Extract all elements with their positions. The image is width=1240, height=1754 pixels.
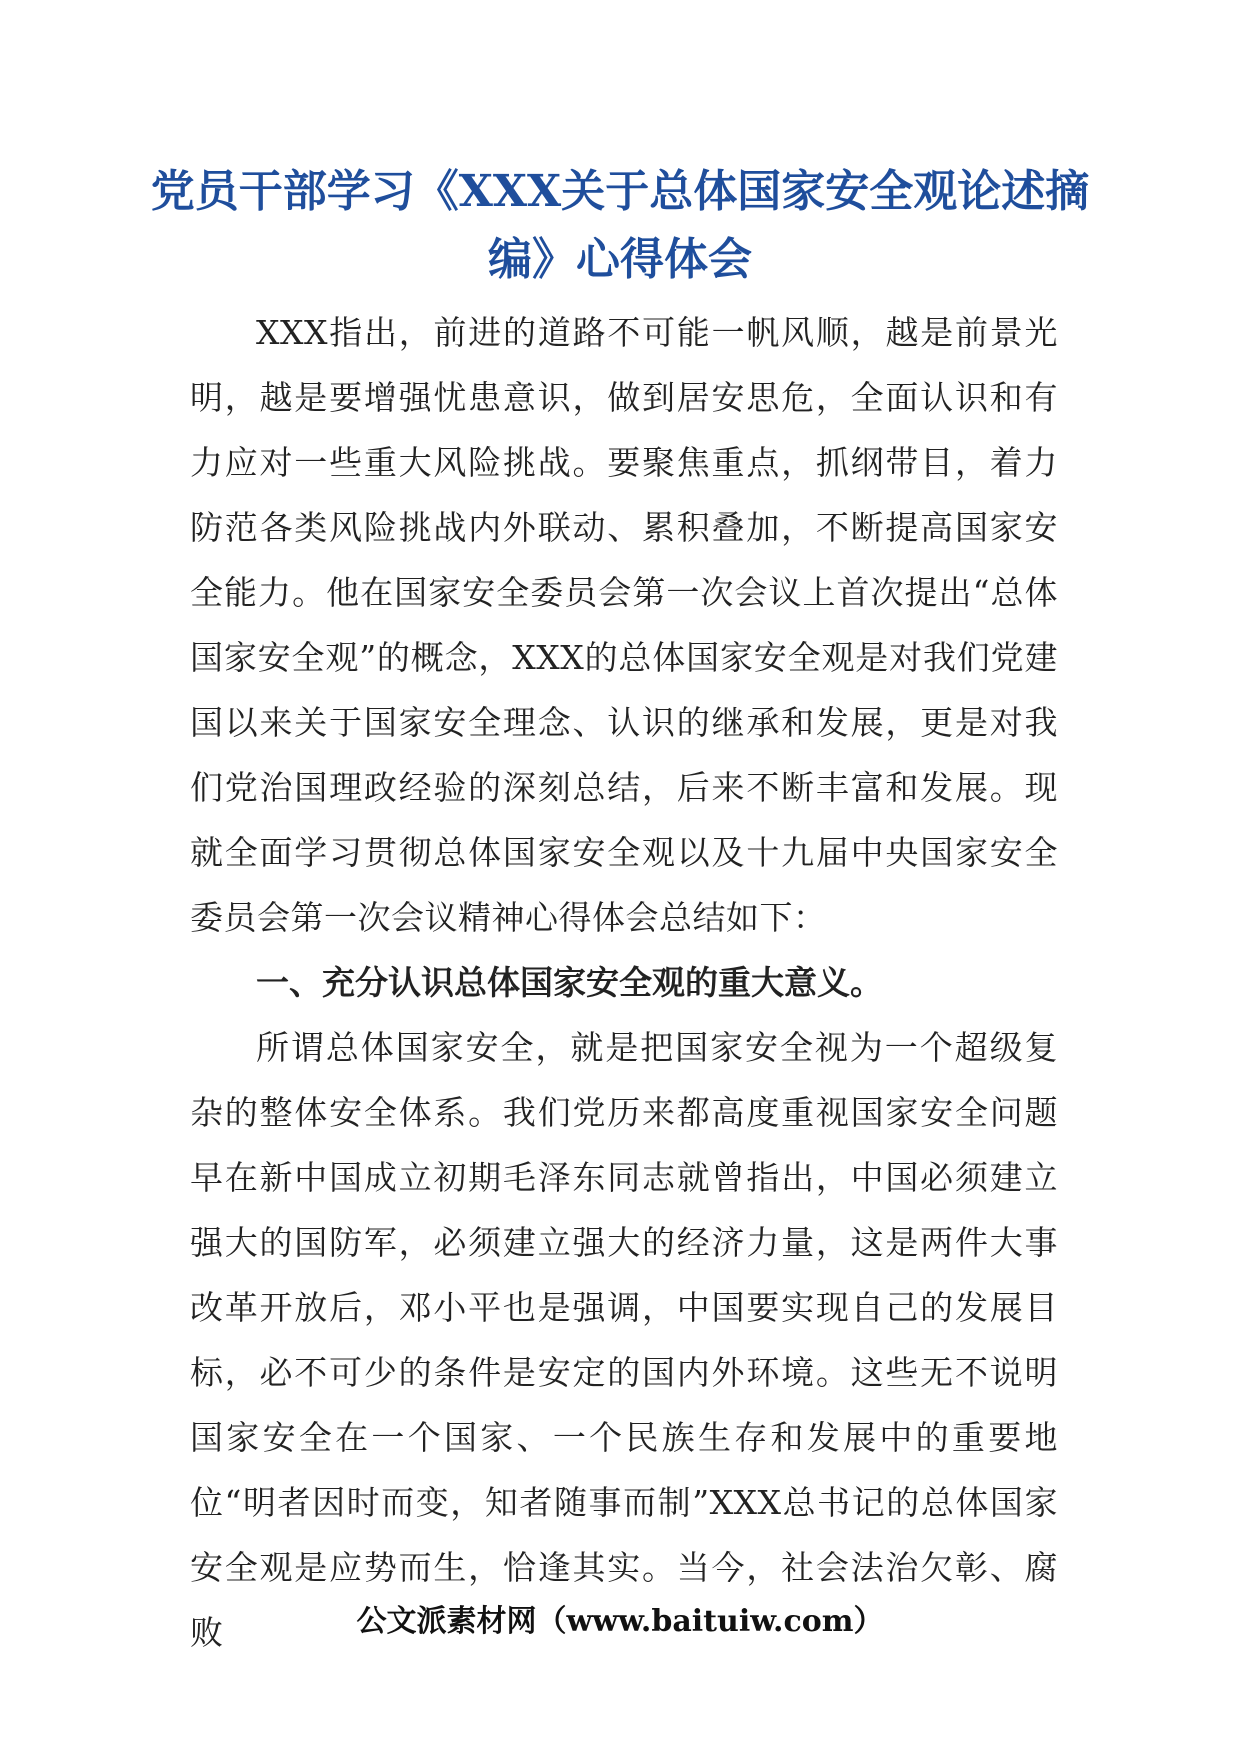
document-body <box>190 300 1058 1665</box>
paragraph-intro: XXX指出，前进的道路不可能一帆风顺，越是前景光明，越是要增强忧患意识，做到居安思危，全面认识和有力应对一些重大风险挑战。要聚焦重点，抓纲带目，着力防范各类风险挑战内外联动、累积叠加，不断提高国家安全能力。他在国家安全委员会第一次会议上首次提出“总体国家安全观”的概念，XXX的总体国家安全观是对我们党建国以来关于国家安全理念、认识的继承和发展，更是对我们党治国理政经验的深刻总结，后来不断丰富和发展。现就全面学习贯彻总体国家安全观以及十九届中央国家安全委员会第一次会议精神心得体会总结如下： <box>190 313 1058 937</box>
page-footer-watermark: 公文派素材网（www.baituiw.com） <box>356 1604 884 1639</box>
paragraph-section-1: 所谓总体国家安全，就是把国家安全视为一个超级复杂的整体安全体系。我们党历来都高度重视国家安全问题早在新中国成立初期毛泽东同志就曾指出，中国必须建立强大的国防军，必须建立强大的经济力量，这是两件大事改革开放后，邓小平也是强调，中国要实现自己的发展目标，必不可少的条件是安定的国内外环境。这些无不说明国家安全在一个国家、一个民族生存和发展中的重要地位“明者因时而变，知者随事而制”XXX总书记的总体国家安全观是应势而生，恰逢其实。当今，社会法治欠彰、腐败 <box>190 1028 1058 1652</box>
section-heading-1: 一、充分认识总体国家安全观的重大意义。 <box>256 963 883 1002</box>
document-title: 党员干部学习《XXX关于总体国家安全观论述摘编》心得体会 <box>150 166 1090 285</box>
